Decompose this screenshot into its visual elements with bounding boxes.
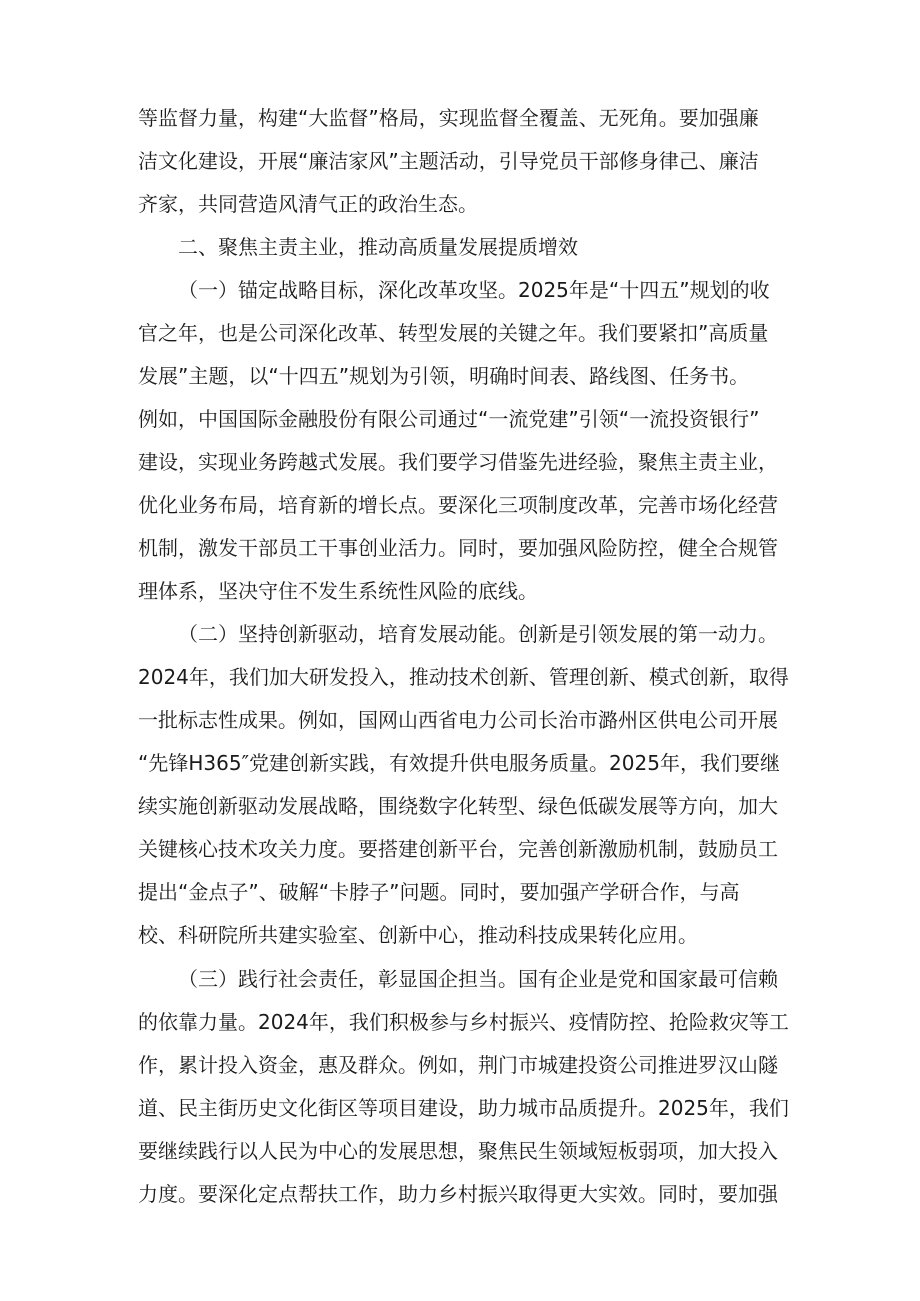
text-line: 力度。要深化定点帮扶工作，助力乡村振兴取得更大实效。同时，要加强 <box>138 1182 778 1206</box>
text-line: 的依靠力量。2024年，我们积极参与乡村振兴、疫情防控、抢险救灾等工 <box>138 1010 789 1034</box>
text-line: 提出“金点子”、破解“卡脖子”问题。同时，要加强产学研合作，与高 <box>138 880 740 904</box>
text-line: 发展”主题，以“十四五”规划为引领，明确时间表、路线图、任务书。 <box>138 364 750 388</box>
text-line: 建设，实现业务跨越式发展。我们要学习借鉴先进经验，聚焦主责主业， <box>138 450 778 474</box>
text-line: 优化业务布局，培育新的增长点。要深化三项制度改革，完善市场化经营 <box>138 493 778 517</box>
text-line: 官之年，也是公司深化改革、转型发展的关键之年。我们要紧扣”高质量 <box>138 321 769 345</box>
text-line: 作，累计投入资金，惠及群众。例如，荆门市城建投资公司推进罗汉山隧 <box>138 1053 778 1077</box>
section-heading: 二、聚焦主责主业，推动高质量发展提质增效 <box>178 235 578 259</box>
text-line: 洁文化建设，开展“廉洁家风”主题活动，引导党员干部修身律己、廉洁 <box>138 149 759 173</box>
text-line: “先锋H365″党建创新实践，有效提升供电服务质量。2025年，我们要继 <box>138 751 780 775</box>
text-line: （三）践行社会责任，彰显国企担当。国有企业是党和国家最可信赖 <box>178 967 778 991</box>
text-line: 例如，中国国际金融股份有限公司通过“一流党建”引领“一流投资银行” <box>138 407 760 431</box>
text-line: 理体系，坚决守住不发生系统性风险的底线。 <box>138 579 538 603</box>
text-line: 续实施创新驱动发展战略，围绕数字化转型、绿色低碳发展等方向，加大 <box>138 794 778 818</box>
text-line: 齐家，共同营造风清气正的政治生态。 <box>138 192 478 216</box>
text-line: 2024年，我们加大研发投入，推动技术创新、管理创新、模式创新，取得 <box>138 665 789 689</box>
text-line: 校、科研院所共建实验室、创新中心，推动科技成果转化应用。 <box>138 923 698 947</box>
text-line: （一）锚定战略目标，深化改革攻坚。2025年是“十四五”规划的收 <box>178 278 770 302</box>
text-line: 等监督力量，构建“大监督”格局，实现监督全覆盖、无死角。要加强廉 <box>138 106 759 130</box>
text-line: 关键核心技术攻关力度。要搭建创新平台，完善创新激励机制，鼓励员工 <box>138 837 778 861</box>
text-line: （二）坚持创新驱动，培育发展动能。创新是引领发展的第一动力。 <box>178 622 778 646</box>
text-line: 机制，激发干部员工干事创业活力。同时，要加强风险防控，健全合规管 <box>138 536 778 560</box>
text-line: 要继续践行以人民为中心的发展思想，聚焦民生领域短板弱项，加大投入 <box>138 1139 778 1163</box>
text-line: 道、民主街历史文化街区等项目建设，助力城市品质提升。2025年，我们 <box>138 1096 789 1120</box>
text-line: 一批标志性成果。例如，国网山西省电力公司长治市潞州区供电公司开展 <box>138 708 778 732</box>
